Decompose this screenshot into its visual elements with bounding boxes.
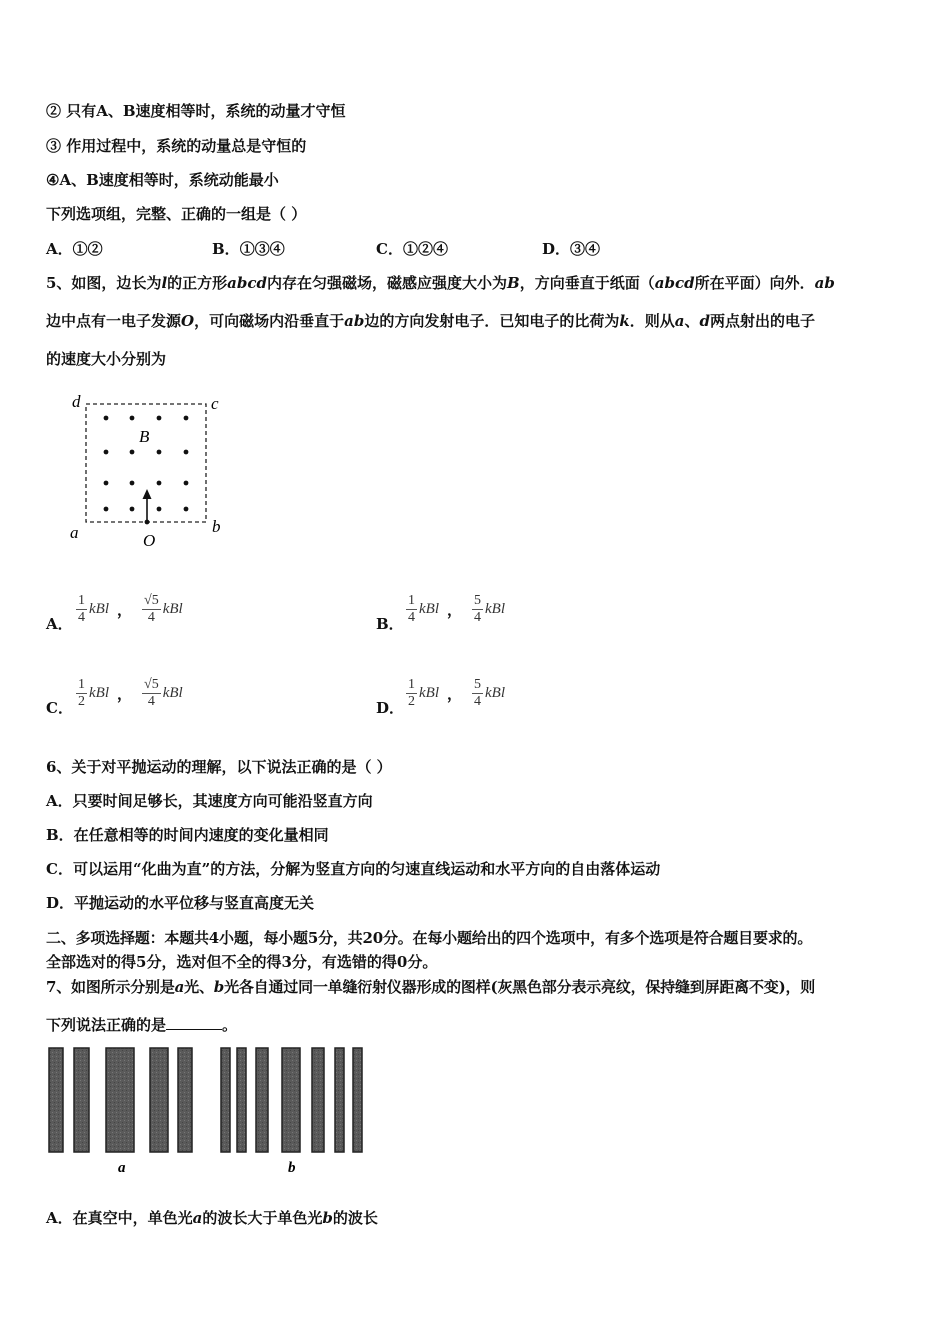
q4-prompt: 下列选项组，完整、正确的一组是（ ） xyxy=(46,205,307,223)
q6-stem: 6、关于对平抛运动的理解，以下说法正确的是（ ） xyxy=(46,758,392,776)
q5-option-c-letter: C． xyxy=(46,699,73,717)
q5-option-d-formula: 1 2 kBl ， 5 4 kBl xyxy=(408,677,506,709)
label-O: O xyxy=(143,531,156,550)
q5-option-a-letter: A． xyxy=(46,615,73,633)
label-b: b xyxy=(212,517,221,536)
diffraction-patterns-figure xyxy=(44,1044,374,1179)
section2-heading-line1: 二、多项选择题：本题共4小题，每小题5分，共20分。在每小题给出的四个选项中，有多个选项是符合题目要求的。 xyxy=(46,929,813,947)
q7-stem-line1: 7、如图所示分别是a光、b光各自通过同一单缝衍射仪器形成的图样(灰黑色部分表示亮纹，保持缝到屏距离不变)，则 xyxy=(46,978,816,996)
label-B: B xyxy=(139,427,150,446)
pattern-a-label: a xyxy=(118,1160,126,1176)
square-boundary xyxy=(86,404,206,522)
q5-stem-line1: 5、如图，边长为l的正方形abcd内存在匀强磁场，磁感应强度大小为B，方向垂直于纸面（abcd所在平面）向外．ab xyxy=(46,274,835,292)
q6-option-d: D．平抛运动的水平位移与竖直高度无关 xyxy=(46,894,315,912)
q5-option-b-letter: B． xyxy=(376,615,404,633)
answer-blank xyxy=(166,1015,222,1030)
magnetic-field-figure xyxy=(60,388,240,553)
pattern-b-fringes xyxy=(221,1048,362,1152)
q6-option-b: B．在任意相等的时间内速度的变化量相同 xyxy=(46,826,329,844)
q4-statement-4: ④A、B速度相等时，系统动能最小 xyxy=(46,171,279,189)
q4-option-a: A．①② xyxy=(46,240,103,258)
q5-stem-line2: 边中点有一电子发源O，可向磁场内沿垂直于ab边的方向发射电子．已知电子的比荷为k．则从a、d两点射出的电子 xyxy=(46,312,816,330)
q6-option-c: C．可以运用“化曲为直”的方法，分解为竖直方向的匀速直线运动和水平方向的自由落体运动 xyxy=(46,860,661,878)
q5-option-d-letter: D． xyxy=(376,699,405,717)
q5-option-c-formula: 1 2 kBl ， √5 4 kBl xyxy=(78,677,183,709)
q5-option-b-formula: 1 4 kBl ， 5 4 kBl xyxy=(408,593,506,625)
label-c: c xyxy=(211,394,219,413)
q4-option-c: C．①②④ xyxy=(376,240,448,258)
q4-option-b: B．①③④ xyxy=(212,240,285,258)
q7-stem-line2: 下列说法正确的是 。 xyxy=(46,1016,238,1034)
q4-statement-2: ② 只有A、B速度相等时，系统的动量才守恒 xyxy=(46,102,346,120)
q7-option-a: A．在真空中，单色光a的波长大于单色光b的波长 xyxy=(46,1209,378,1227)
label-a: a xyxy=(70,523,79,542)
pattern-b-label: b xyxy=(288,1160,296,1176)
q5-stem-line3: 的速度大小分别为 xyxy=(46,350,167,368)
pattern-a-fringes xyxy=(49,1048,192,1152)
q6-option-a: A．只要时间足够长，其速度方向可能沿竖直方向 xyxy=(46,792,373,810)
section2-heading-line2: 全部选对的得5分，选对但不全的得3分，有选错的得0分。 xyxy=(46,953,438,971)
arrow-head xyxy=(143,489,152,499)
q4-statement-3: ③ 作用过程中，系统的动量总是守恒的 xyxy=(46,137,307,155)
q4-option-d: D．③④ xyxy=(542,240,601,258)
label-d: d xyxy=(72,392,81,411)
q5-option-a-formula: 1 4 kBl ， √5 4 kBl xyxy=(78,593,183,625)
